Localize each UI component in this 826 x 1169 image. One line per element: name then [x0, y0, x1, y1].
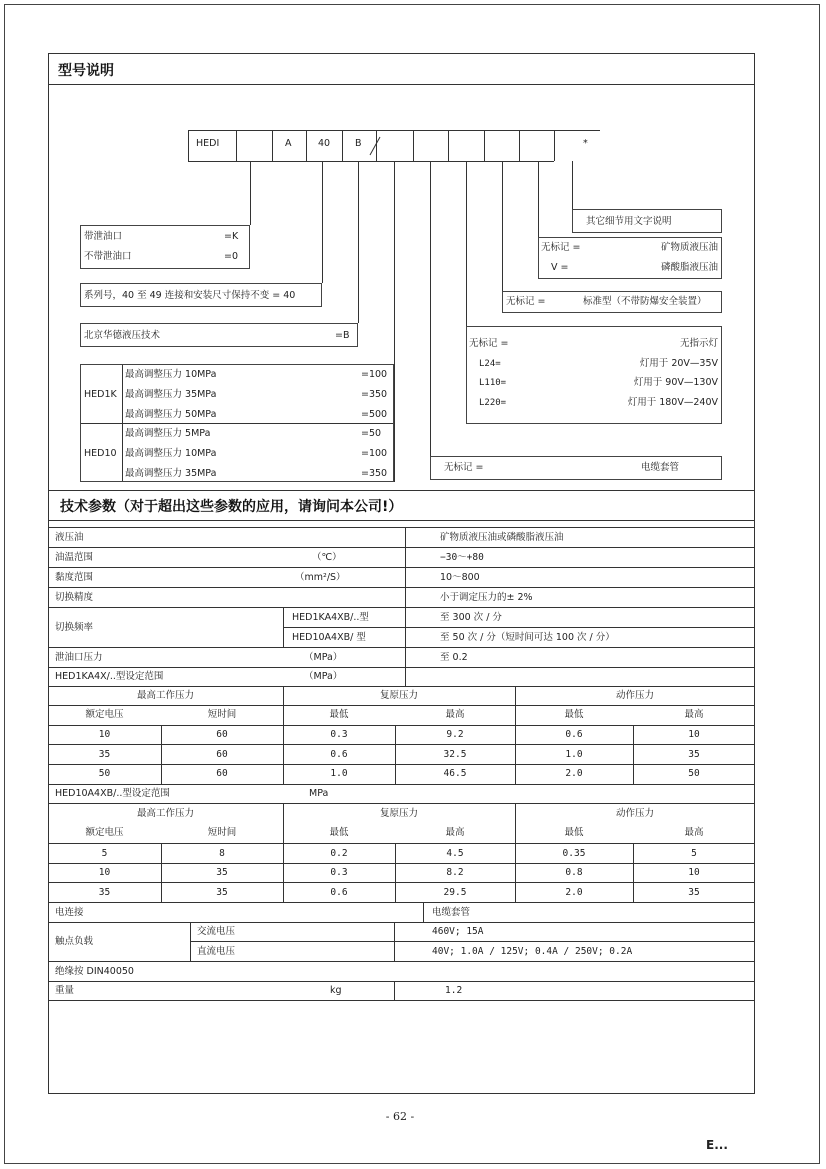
table-cell: 35 — [98, 749, 111, 760]
drainp-label: 泄油口压力 — [55, 652, 103, 663]
insulation-text: 绝缘按 DIN40050 — [55, 966, 134, 977]
table-cell: 29.5 — [443, 887, 467, 898]
t1-head-max1: 最高 — [445, 709, 465, 720]
temp-label: 油温范围 — [55, 552, 94, 563]
hed1k-val-3: =500 — [361, 409, 388, 420]
table-cell: 2.0 — [565, 768, 583, 779]
drain-val-2: =0 — [224, 251, 239, 262]
freq-value-1: 至 300 次 / 分 — [440, 612, 502, 623]
code-cell-a: A — [285, 138, 292, 149]
t2-head-max1: 最高 — [445, 827, 465, 838]
hed1k-row-1: 最高调整压力 10MPa — [125, 369, 217, 380]
table-cell: 35 — [688, 887, 700, 898]
drain-box — [80, 225, 250, 269]
lamp-key-4: L220= — [479, 398, 507, 408]
drainp-value: 至 0.2 — [440, 652, 468, 663]
conn-value: 电缆套管 — [432, 907, 471, 918]
visc-label: 黏度范围 — [55, 572, 94, 583]
section2-title: 技术参数（对于超出这些参数的应用，请询问本公司!） — [60, 499, 403, 515]
table-cell: 50 — [688, 768, 700, 779]
other-details-text: 其它细节用文字说明 — [586, 216, 672, 227]
footer-mark: E... — [706, 1138, 728, 1152]
t2-head-short: 短时间 — [207, 827, 237, 838]
table-cell: 35 — [688, 749, 700, 760]
title-divider — [48, 84, 755, 85]
table-cell: 2.0 — [565, 887, 583, 898]
fluid-val-2: 磷酸脂液压油 — [660, 262, 718, 273]
hed1k-val-1: =100 — [361, 369, 388, 380]
drain-key-1: 带泄油口 — [84, 231, 123, 242]
lamp-val-4: 灯用于 180V—240V — [627, 397, 718, 408]
weight-value: 1.2 — [445, 985, 463, 996]
lamp-val-1: 无指示灯 — [679, 338, 718, 349]
cable-key: 无标记 = — [444, 462, 484, 473]
table-cell: 0.6 — [565, 729, 583, 740]
table-cell: 0.8 — [565, 867, 583, 878]
cable-val: 电缆套管 — [641, 462, 680, 473]
table-cell: 46.5 — [443, 768, 467, 779]
t2-head-min2: 最低 — [564, 827, 584, 838]
table-cell: 0.35 — [562, 848, 586, 859]
table-cell: 9.2 — [446, 729, 464, 740]
table-cell: 4.5 — [446, 848, 464, 859]
code-cell-hedi: HEDI — [196, 138, 220, 149]
t1-head-reset: 复原压力 — [379, 690, 418, 701]
fluid-key-2: V = — [551, 262, 569, 273]
brand-text: 北京华德液压技术 — [84, 330, 161, 341]
lamp-key-3: L110= — [479, 378, 507, 388]
load-label: 触点负载 — [55, 936, 94, 947]
table-cell: 10 — [98, 867, 111, 878]
t1-head-min1: 最低 — [329, 709, 349, 720]
lamp-val-2: 灯用于 20V—35V — [639, 358, 718, 369]
drain-key-2: 不带泄油口 — [84, 251, 132, 262]
lamp-key-2: L24= — [479, 359, 501, 369]
other-details-box — [572, 209, 722, 233]
freq-value-2: 至 50 次 / 分（短时间可达 100 次 / 分） — [440, 632, 615, 643]
range2-label: HED10A4XB/..型设定范围 — [55, 788, 170, 799]
dc-label: 直流电压 — [197, 946, 236, 957]
table-cell: 1.0 — [565, 749, 583, 760]
fluid-value: 矿物质液压油或磷酸脂液压油 — [440, 532, 564, 543]
pressure-box — [80, 364, 394, 482]
hed10-row-1: 最高调整压力 5MPa — [125, 428, 211, 439]
table-cell: 35 — [216, 867, 228, 878]
t1-head-min2: 最低 — [564, 709, 584, 720]
hed1k-label: HED1K — [84, 389, 117, 400]
hed1k-row-3: 最高调整压力 50MPa — [125, 409, 217, 420]
code-cell-star: * — [583, 138, 588, 149]
weight-unit: kg — [330, 985, 342, 996]
freq-label: 切换频率 — [55, 622, 94, 633]
table-cell: 0.3 — [330, 867, 348, 878]
brand-val: =B — [335, 330, 350, 341]
cable-box — [430, 456, 722, 480]
t1-head-rated: 额定电压 — [85, 709, 124, 720]
hed1k-val-2: =350 — [361, 389, 388, 400]
standard-box — [502, 291, 722, 313]
table-cell: 35 — [98, 887, 111, 898]
section2-top-line — [48, 490, 755, 491]
series-box — [80, 283, 322, 307]
table-cell: 32.5 — [443, 749, 467, 760]
t1-head-action: 动作压力 — [615, 690, 654, 701]
hed10-row-3: 最高调整压力 35MPa — [125, 468, 217, 479]
table-cell: 0.6 — [330, 887, 348, 898]
lamp-val-3: 灯用于 90V—130V — [633, 377, 718, 388]
hed10-val-2: =100 — [361, 448, 388, 459]
range2-unit: MPa — [309, 788, 329, 799]
section1-title: 型号说明 — [58, 63, 114, 79]
lamp-box — [466, 326, 722, 424]
t2-head-max2: 最高 — [684, 827, 704, 838]
table-cell: 8.2 — [446, 867, 464, 878]
table-cell: 5 — [101, 848, 108, 859]
hed1k-row-2: 最高调整压力 35MPa — [125, 389, 217, 400]
range1-unit: （MPa） — [304, 671, 343, 682]
prec-value: 小于调定压力的± 2% — [440, 592, 533, 603]
dc-value: 40V; 1.0A / 125V; 0.4A / 250V; 0.2A — [432, 946, 633, 957]
fluid-label: 液压油 — [55, 532, 84, 543]
table-cell: 10 — [688, 867, 700, 878]
table-cell: 50 — [98, 768, 111, 779]
slash-mark — [364, 135, 384, 157]
table-cell: 5 — [691, 848, 697, 859]
conn-label: 电连接 — [55, 907, 84, 918]
t2-head-reset: 复原压力 — [379, 808, 418, 819]
standard-key: 无标记 = — [506, 296, 546, 307]
weight-label: 重量 — [55, 985, 75, 996]
hed10-val-3: =350 — [361, 468, 388, 479]
table-cell: 60 — [216, 768, 228, 779]
page-number: - 62 - — [385, 1110, 415, 1123]
code-cell-b: B — [355, 138, 362, 149]
section2-divider — [48, 520, 755, 521]
fluid-box — [538, 237, 722, 279]
lamp-key-1: 无标记 = — [469, 338, 509, 349]
hed10-val-1: =50 — [361, 428, 382, 439]
standard-val: 标准型（不带防爆安全装置） — [583, 296, 707, 307]
table-cell: 8 — [219, 848, 225, 859]
hed10-row-2: 最高调整压力 10MPa — [125, 448, 217, 459]
t1-head-max2: 最高 — [684, 709, 704, 720]
ac-label: 交流电压 — [197, 926, 236, 937]
table-cell: 1.0 — [330, 768, 348, 779]
table-cell: 0.6 — [330, 749, 348, 760]
drain-val-1: =K — [224, 231, 239, 242]
t2-head-min1: 最低 — [329, 827, 349, 838]
t1-head-short: 短时间 — [207, 709, 237, 720]
temp-value: −30〜+80 — [440, 552, 484, 563]
table-cell: 60 — [216, 729, 228, 740]
t2-head-rated: 额定电压 — [85, 827, 124, 838]
table-cell: 10 — [688, 729, 700, 740]
code-cell-40: 40 — [318, 138, 331, 149]
visc-unit: （mm²/S） — [295, 572, 346, 583]
table-cell: 10 — [98, 729, 111, 740]
ac-value: 460V; 15A — [432, 926, 484, 937]
fluid-val-1: 矿物质液压油 — [660, 242, 718, 253]
hed10-label: HED10 — [84, 448, 117, 459]
prec-label: 切换精度 — [55, 592, 94, 603]
t2-head-action: 动作压力 — [615, 808, 654, 819]
range1-label: HED1KA4X/..型设定范围 — [55, 671, 164, 682]
table-cell: 60 — [216, 749, 228, 760]
freq-model-1: HED1KA4XB/..型 — [292, 612, 369, 623]
brand-box — [80, 323, 358, 347]
table-cell: 35 — [216, 887, 228, 898]
temp-unit: （℃） — [312, 552, 342, 563]
drainp-unit: （MPa） — [304, 652, 343, 663]
series-text: 系列号，40 至 49 连接和安装尺寸保持不变 = 40 — [84, 290, 296, 301]
t2-head-maxwork: 最高工作压力 — [136, 808, 194, 819]
t1-head-maxwork: 最高工作压力 — [136, 690, 194, 701]
table-cell: 0.2 — [330, 848, 348, 859]
table-cell: 0.3 — [330, 729, 348, 740]
fluid-key-1: 无标记 = — [541, 242, 581, 253]
visc-value: 10〜800 — [440, 572, 480, 583]
freq-model-2: HED10A4XB/ 型 — [292, 632, 366, 643]
